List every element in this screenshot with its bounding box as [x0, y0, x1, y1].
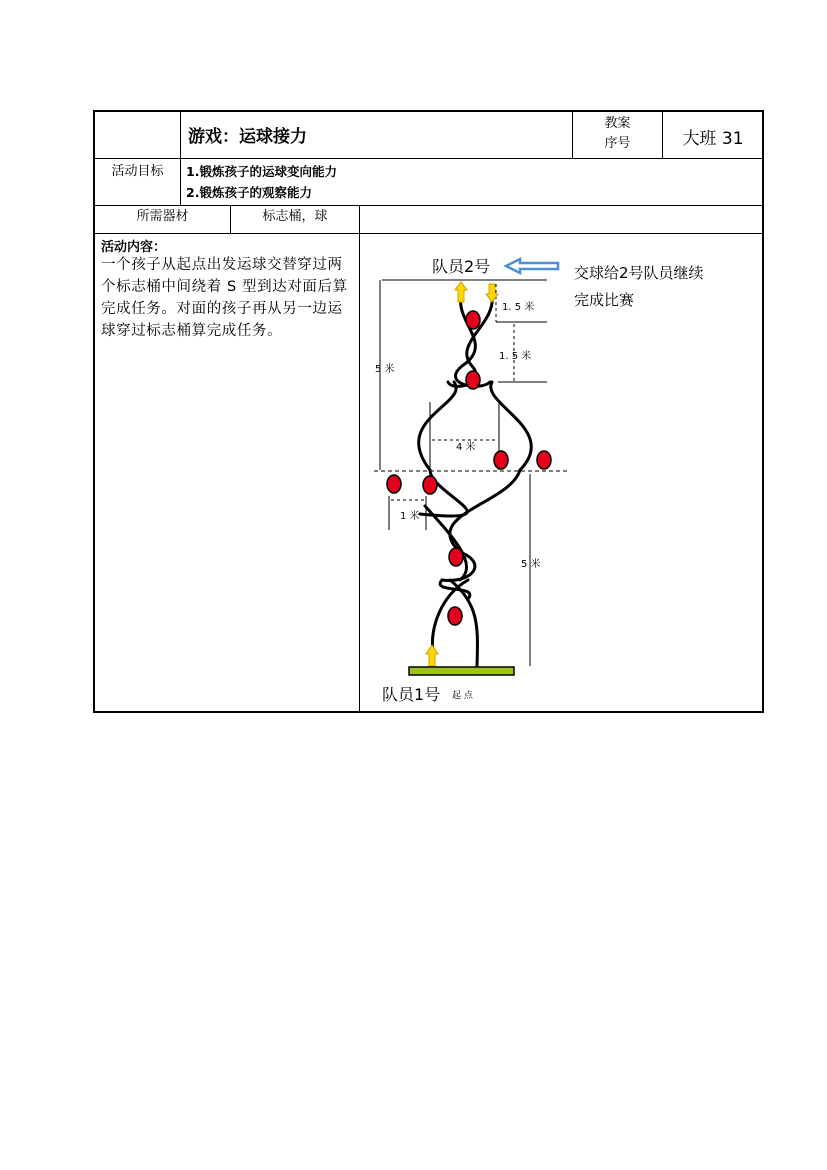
dist-top1: 1. 5 米 [502, 302, 535, 313]
row-divider-1 [93, 158, 764, 159]
lesson-label-line2: 序号 [604, 136, 631, 151]
dist-1m: 1 米 [400, 511, 420, 522]
goals-label: 活动目标 [111, 164, 164, 179]
table-border-top [93, 110, 764, 112]
dist-4m: 4 米 [456, 442, 476, 453]
up-arrow-icon [455, 282, 467, 302]
handover-line1: 交球给2号队员继续 [574, 264, 704, 282]
goal-item-2: 2.锻炼孩子的观察能力 [186, 185, 312, 200]
table-border-right [762, 110, 764, 713]
content-text: 一个孩子从起点出发运球交替穿过两个标志桶中间绕着 S 型到达对面后算完成任务。对面的孩子再从另一边运球穿过标志桶算完成任务。 [101, 257, 348, 339]
relay-diagram [360, 234, 762, 711]
player2-label: 队员2号 [432, 257, 491, 276]
handover-line2: 完成比赛 [574, 291, 635, 309]
dist-right-5m: 5 米 [521, 559, 541, 570]
lesson-label-line1: 教案 [604, 116, 631, 131]
cone-2 [466, 371, 480, 389]
page-title: 游戏：运球接力 [188, 127, 307, 147]
cone-6 [423, 476, 437, 494]
start-label: 起 点 [452, 691, 473, 701]
equipment-value: 标志桶，球 [262, 209, 328, 224]
cone-4 [537, 451, 551, 469]
cone-3 [494, 451, 508, 469]
start-up-arrow-icon [426, 645, 438, 666]
table-border-bottom [93, 711, 764, 713]
lesson-label [573, 114, 662, 154]
lesson-number: 大班 31 [682, 129, 744, 149]
table-border-left [93, 110, 95, 713]
content-label: 活动内容： [101, 240, 167, 255]
cone-5 [387, 475, 401, 493]
start-bar [409, 667, 514, 675]
player1-label: 队员1号 [382, 685, 441, 704]
row-divider-2 [93, 205, 764, 206]
cone-1 [466, 311, 480, 329]
cone-8 [448, 607, 462, 625]
cone-7 [449, 548, 463, 566]
goal-item-1: 1.锻炼孩子的运球变向能力 [186, 164, 337, 179]
equipment-label: 所需器材 [136, 209, 189, 224]
dist-left-5m: 5 米 [375, 364, 395, 375]
dist-top2: 1. 5 米 [499, 351, 532, 362]
col-divider-r1-a [180, 110, 181, 206]
handover-arrow-icon [506, 259, 558, 273]
